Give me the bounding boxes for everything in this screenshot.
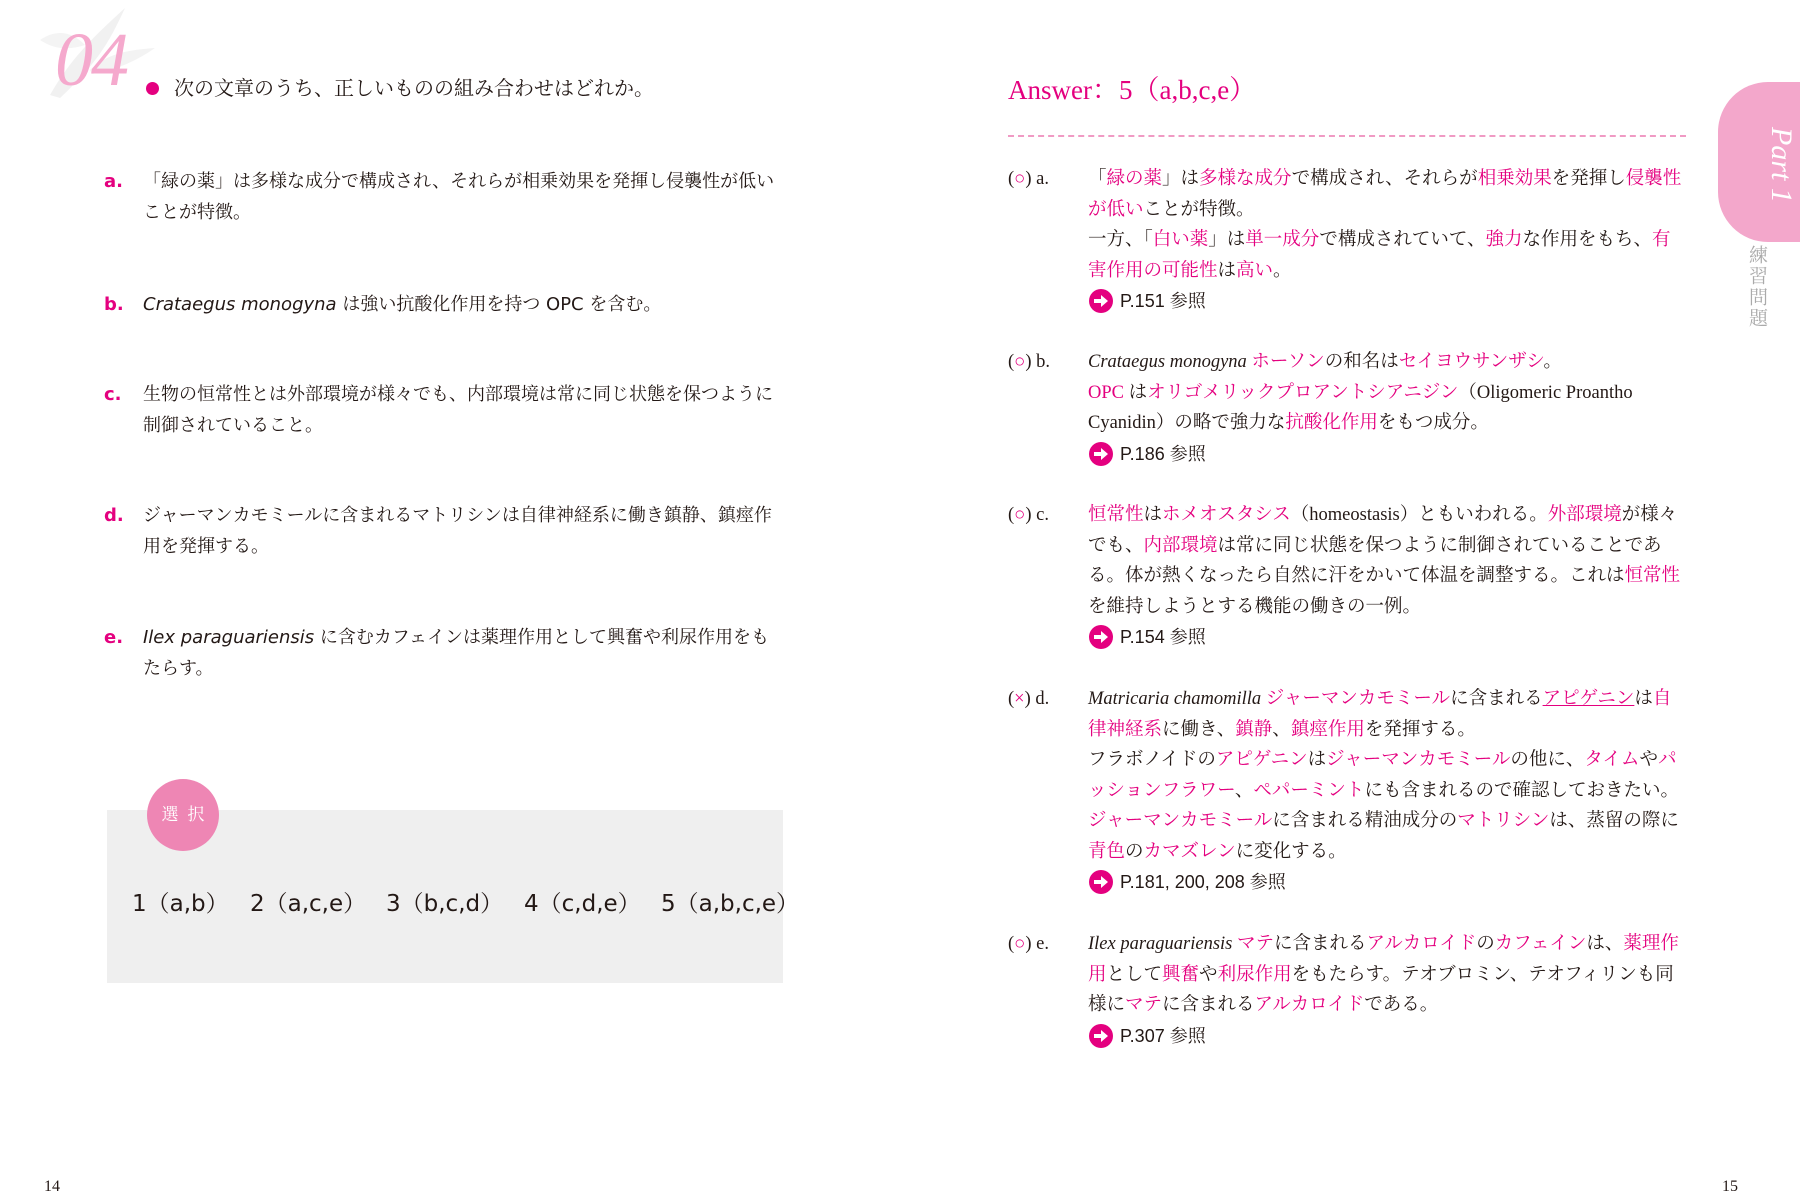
page-number-left: 14 (44, 1178, 60, 1195)
statement-text: ジャーマンカモミールに含まれるマトリシンは自律神経系に働き鎮静、鎮痙作用を発揮する。 (143, 505, 772, 557)
arrow-right-icon (1088, 441, 1114, 467)
part-tab-label: Part 1 (1765, 127, 1798, 203)
statement-d (104, 500, 784, 564)
statement-label: c. (104, 384, 122, 405)
answer-text: Crataegus monogyna ホーソンの和名はセイヨウサンザシ。 OPC はオリゴメリックプロアントシアニジン（Oligomeric Proantho Cyanidin）の略で強力な抗酸化作用をもつ成分。 P.186 参照 (1088, 347, 1688, 469)
question-text: 次の文章のうち、正しいものの組み合わせはどれか。 (174, 76, 654, 100)
answer-b (1008, 347, 1688, 467)
answer-c (1008, 500, 1688, 650)
statement-c (104, 379, 784, 443)
arrow-right-icon (1088, 288, 1114, 314)
page-number-right: 15 (1722, 1178, 1738, 1195)
statement-label: a. (104, 171, 123, 192)
arrow-right-icon (1088, 1023, 1114, 1049)
statement-text: は強い抗酸化作用を持つ OPC を含む。 (336, 294, 662, 315)
section-side-label: 練習問題 (1746, 245, 1768, 329)
arrow-right-icon (1088, 869, 1114, 895)
arrow-right-icon (1088, 624, 1114, 650)
statement-e (104, 622, 784, 686)
answer-title: Answer：5（a,b,c,e） (1008, 75, 1257, 105)
dashed-divider (1008, 135, 1686, 137)
statement-text: 「緑の薬」は多様な成分で構成され、それらが相乗効果を発揮し侵襲性が低いことが特徴。 (143, 171, 775, 223)
statement-text: 生物の恒常性とは外部環境が様々でも、内部環境は常に同じ状態を保つように制御されていること。 (143, 384, 773, 436)
answer-text: Matricaria chamomilla ジャーマンカモミールに含まれるアピゲニンは自律神経系に働き、鎮静、鎮痙作用を発揮する。 フラボノイドのアピゲニンはジャーマンカモミールの他に、タイムやパッションフラワー、ペパーミントにも含まれるので確認しておきたい。ジャーマンカモミールに含まれる精油成分のマトリシンは、蒸留の際に青色のカマズレンに変化する。 P.181, 200, 208 参照 (1088, 684, 1688, 898)
choice-option[interactable]: 3（b,c,d） (386, 891, 504, 917)
answer-text: 「緑の薬」は多様な成分で構成され、それらが相乗効果を発揮し侵襲性が低いことが特徴。 一方、「白い薬」は単一成分で構成されていて、強力な作用をもち、有害作用の可能性は高い。 P.151 参照 (1088, 164, 1688, 317)
reference-link[interactable]: P.151 参照 (1088, 286, 1688, 317)
statement-text: に含むカフェインは薬理作用として興奮や利尿作用をもたらす。 (143, 627, 769, 679)
answer-text: 恒常性はホメオスタシス（homeostasis）ともいわれる。外部環境が様々でも、内部環境は常に同じ状態を保つように制御されていることである。体が熱くなったら自然に汗をかいて体温を調整する。これは恒常性を維持しようとする機能の働きの一例。 P.154 参照 (1088, 500, 1688, 653)
choice-option[interactable]: 2（a,c,e） (250, 891, 367, 917)
answer-mark: (○) a. (1008, 169, 1049, 189)
answer-mark: (×) d. (1008, 689, 1050, 709)
question-number-dot (146, 82, 159, 95)
answer-mark: (○) e. (1008, 934, 1049, 954)
answer-e (1008, 929, 1688, 1054)
answer-mark: (○) b. (1008, 352, 1051, 372)
choice-option[interactable]: 1（a,b） (132, 891, 229, 917)
answer-d (1008, 684, 1688, 894)
statement-species: Crataegus monogyna (143, 294, 337, 315)
choice-badge: 選択 (147, 779, 219, 851)
answer-text: Ilex paraguariensis マテに含まれるアルカロイドのカフェインは、薬理作用として興奮や利尿作用をもたらす。テオブロミン、テオフィリンも同様にマテに含まれるアルカロイドである。 P.307 参照 (1088, 929, 1688, 1051)
choice-option[interactable]: 4（c,d,e） (524, 891, 641, 917)
question-number: 04 (55, 18, 127, 102)
answer-a (1008, 164, 1688, 314)
statement-species: Ilex paraguariensis (143, 627, 315, 648)
statement-label: b. (104, 294, 124, 315)
statement-b (104, 289, 784, 323)
statement-label: e. (104, 627, 124, 648)
statement-label: d. (104, 505, 124, 526)
reference-link[interactable]: P.181, 200, 208 参照 (1088, 867, 1688, 898)
statement-a (104, 166, 784, 230)
choice-option[interactable]: 5（a,b,c,e） (661, 891, 800, 917)
reference-link[interactable]: P.307 参照 (1088, 1021, 1688, 1052)
reference-link[interactable]: P.186 参照 (1088, 439, 1688, 470)
reference-link[interactable]: P.154 参照 (1088, 622, 1688, 653)
answer-mark: (○) c. (1008, 505, 1049, 525)
